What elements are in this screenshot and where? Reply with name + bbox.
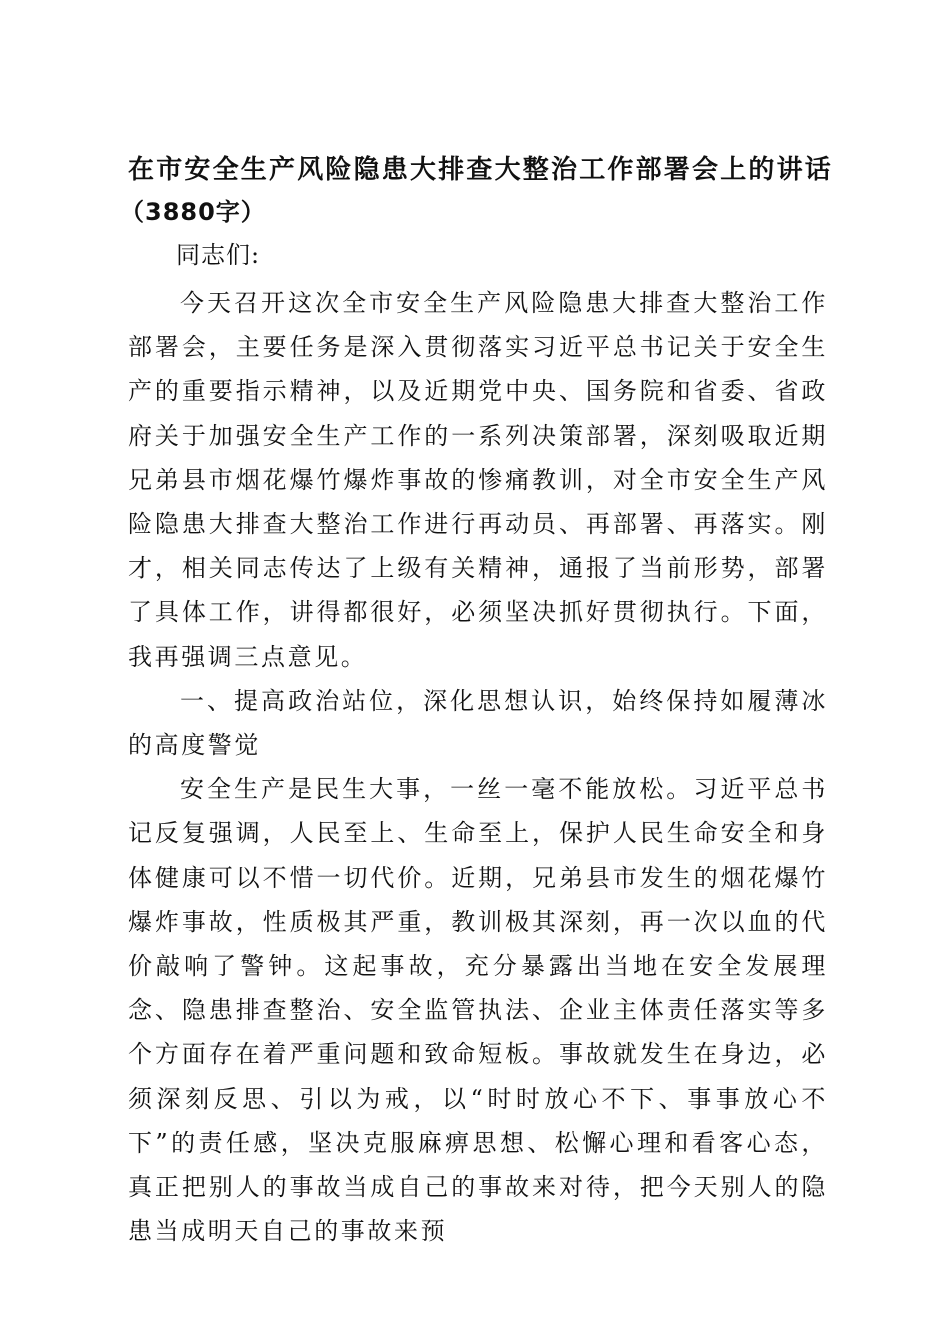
document-title: 在市安全生产风险隐患大排查大整治工作部署会上的讲话 xyxy=(128,155,834,185)
document-word-count: （3880字） xyxy=(120,198,266,226)
section-1-paragraph: 安全生产是民生大事，一丝一毫不能放松。习近平总书记反复强调，人民至上、生命至上，保护人民生命安全和身体健康可以不惜一切代价。近期，兄弟县市发生的烟花爆竹爆炸事故，性质极其严重，教训极其深刻，再一次以血的代价敲响了警钟。这起事故，充分暴露出当地在安全发展理念、隐患排查整治、安全监管执法、企业主体责任落实等多个方面存在着严重问题和致命短板。事故就发生在身边，必须深刻反思、引以为戒，以“时时放心不下、事事放心不下”的责任感，坚决克服麻痹思想、松懈心理和看客心态，真正把别人的事故当成自己的事故来对待，把今天别人的隐患当成明天自己的事故来预 xyxy=(128,775,828,1246)
document-body xyxy=(120,150,834,1253)
section-heading-1: 一、提高政治站位，深化思想认识，始终保持如履薄冰的高度警觉 xyxy=(128,686,828,760)
salutation: 同志们: xyxy=(176,241,261,269)
intro-paragraph: 今天召开这次全市安全生产风险隐患大排查大整治工作部署会，主要任务是深入贯彻落实习近平总书记关于安全生产的重要指示精神，以及近期党中央、国务院和省委、省政府关于加强安全生产工作的一系列决策部署，深刻吸取近期兄弟县市烟花爆竹爆炸事故的惨痛教训，对全市安全生产风险隐患大排查大整治工作进行再动员、再部署、再落实。刚才，相关同志传达了上级有关精神，通报了当前形势，部署了具体工作，讲得都很好，必须坚决抓好贯彻执行。下面，我再强调三点意见。 xyxy=(128,289,828,671)
